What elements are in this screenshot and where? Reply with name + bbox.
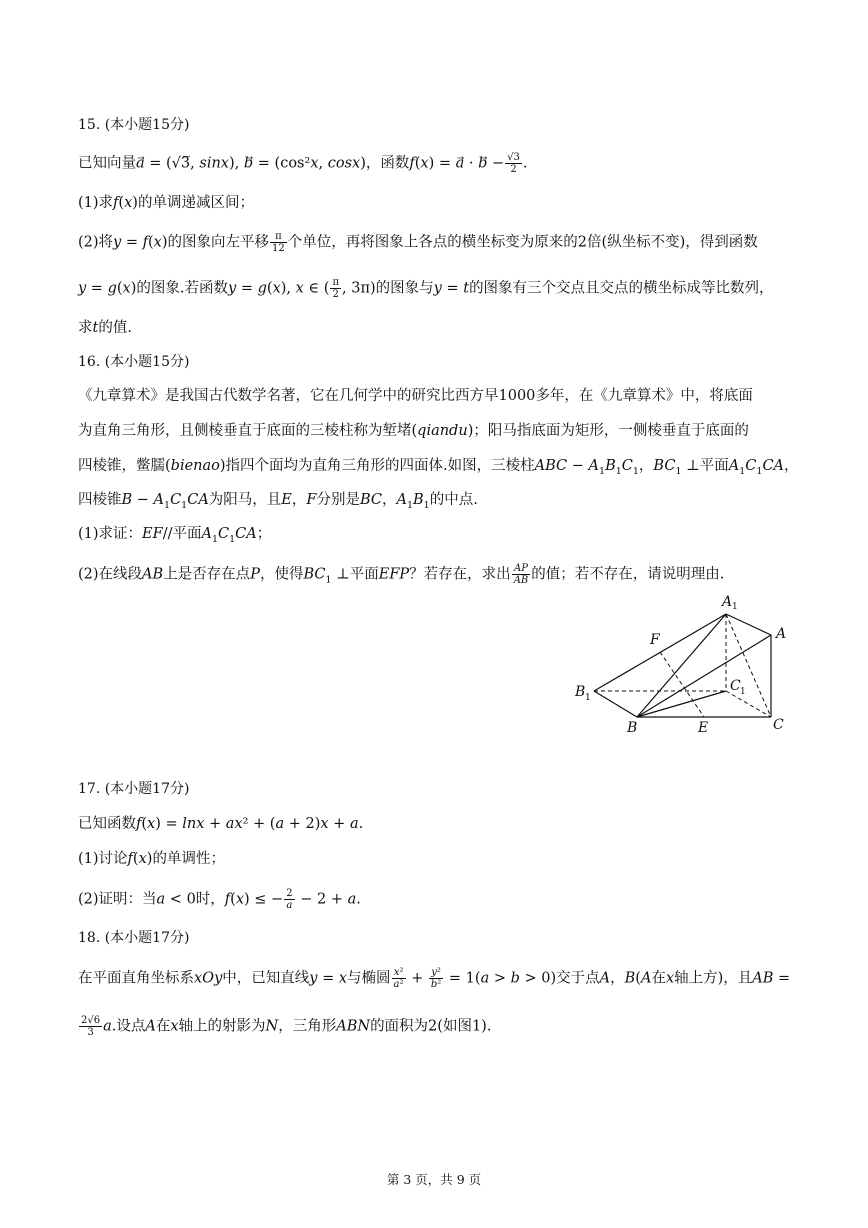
text: ， [610, 970, 625, 987]
text: (2)证明：当 [78, 891, 157, 908]
q16-line1: 《九章算术》是我国古代数学名著，它在几何学中的研究比西方早1000多年，在《九章算术》中，将底面 [78, 388, 753, 404]
text: ，三角形 [278, 1018, 337, 1035]
text: 已知向量 [78, 155, 136, 172]
fraction: $\frac{2√6}{3}$ [81, 1015, 101, 1038]
text: 为阳马，且 [208, 492, 282, 508]
text: ，使得 [259, 566, 304, 583]
text: ，函数 [365, 155, 410, 172]
label-C: C [773, 717, 784, 733]
text: 在平面直角坐标系 [78, 970, 194, 987]
prism-figure [560, 590, 800, 740]
text: 求 [78, 320, 93, 336]
text: 四棱锥 [78, 492, 122, 508]
text: (1)讨论 [78, 851, 128, 867]
label-F: F [650, 632, 660, 648]
text: . [358, 816, 364, 832]
text: 的单调递减区间； [137, 195, 254, 211]
fraction: $\frac{\text{y²}}{\text{b²}}$ [430, 967, 442, 990]
text: 上是否存在点 [163, 566, 251, 583]
text: 轴上的射影为 [178, 1018, 266, 1035]
q17-part1: (1)讨论f(x)的单调性； [78, 851, 225, 867]
text: 为直角三角形，且侧棱垂直于底面的三棱柱称为堑堵( [78, 423, 418, 439]
fraction: $\frac{\pi}{12}$ [272, 231, 285, 254]
text: 时， [195, 891, 225, 908]
label-C1: C [730, 678, 741, 694]
text: 的单调性； [152, 851, 225, 867]
edge-B1B [594, 691, 637, 717]
edge-BC1 [637, 691, 726, 717]
label-A: A [776, 626, 787, 642]
text: (1)求证： [78, 526, 143, 542]
q16-header: 16. (本小题15分) [78, 354, 190, 370]
text: 平面 [699, 458, 729, 474]
label-C1-sub: 1 [740, 687, 746, 697]
text: )；阳马指底面为矩形，一侧棱垂直于底面的 [467, 423, 749, 439]
q15-header: 15. (本小题15分) [78, 117, 190, 133]
text: . [356, 891, 361, 908]
edge-A1A [726, 614, 771, 635]
text: 中，已知直线 [222, 970, 310, 987]
text: 已知函数 [78, 816, 136, 832]
label-A1-sub: 1 [732, 602, 738, 612]
text: 分别是 [316, 492, 360, 508]
q17-line1: 已知函数f(x) = lnx + ax² + (a + 2)x + a. [78, 816, 364, 832]
text: 的值；若不存在，请说明理由. [531, 566, 725, 583]
fraction: $\frac{2}{a}$ [286, 888, 293, 911]
text: 的值. [98, 320, 132, 336]
text: 的图象.若函数 [136, 280, 229, 297]
label-B: B [627, 720, 638, 736]
label-B1-sub: 1 [585, 693, 591, 703]
text: 在 [155, 1018, 171, 1035]
text: 的图象与 [375, 280, 434, 297]
text: 的图象向左平移 [167, 234, 270, 251]
q15-line1: 已知向量a⃗ = (√3̅, sinx), b⃗ = (cos²x, cosx)，函数f(x) = a⃗ · b⃗ − $\frac{√3}{2}$ . [78, 152, 528, 175]
text: ； [256, 526, 272, 542]
text: 平面 [349, 566, 379, 583]
q16-part2: (2)在线段AB上是否存在点P，使得$BC_1$ ⊥平面EFP？若存在，求出 $\frac{AP}{AB}$ 的值；若不存在，请说明理由. [78, 563, 725, 586]
text: 个单位，再将图象上各点的横坐标变为原来的2倍(纵坐标不变)，得到函数 [287, 234, 758, 251]
edge-A1C [726, 614, 771, 717]
q17-part2: (2)证明：当a < 0时，f(x) ≤ − $\frac{2}{a}$ − 2 + a. [78, 888, 361, 911]
q15-part2: (2)将y = f(x)的图象向左平移 $\frac{\pi}{12}$ 个单位，再将图象上各点的横坐标变为原来的2倍(纵坐标不变)，得到函数 [78, 231, 758, 254]
q18-line1: 在平面直角坐标系xOy中，已知直线y = x与椭圆 $\frac{\text{x²}}{\text{a²}}$ + $\frac{\text{y²}}{\text{b²}}$ = 1(a > b > 0)交于点A，B(A在x轴上方)，且AB = [78, 967, 791, 990]
text: 四棱锥，鳖臑( [78, 458, 171, 474]
q15-line5: 求t的值. [78, 320, 132, 336]
fraction: $\frac{\text{x²}}{\text{a²}}$ [393, 967, 404, 990]
text: . [522, 155, 528, 172]
text: (1)求 [78, 195, 114, 211]
q18-line2: $\frac{2√6}{3}$ a.设点A在x轴上的射影为N，三角形ABN的面积为2(如图1). [81, 1015, 492, 1038]
page-footer: 第 3 页，共 9 页 [386, 1172, 482, 1187]
q16-line4: 四棱锥$B - A_1C_1CA$为阳马，且E，F分别是BC，$A_1B_1$的中点. [78, 492, 478, 511]
text: 的图象有三个交点且交点的横坐标成等比数列， [469, 280, 774, 297]
fraction: $\frac{\pi}{2}$ [332, 277, 340, 300]
label-A1: A [722, 594, 733, 610]
edge-FE [660, 652, 704, 717]
q16-line3: 四棱锥，鳖臑(bienao)指四个面均为直角三角形的四面体.如图，三棱柱ABC − $A_1B_1C_1$，$BC_1$ ⊥平面$A_1C_1CA$， [78, 458, 799, 477]
q16-line2: 为直角三角形，且侧棱垂直于底面的三棱柱称为堑堵(qiandu)；阳马指底面为矩形，一侧棱垂直于底面的 [78, 423, 749, 439]
q15-part1: (1)求f(x)的单调递减区间； [78, 195, 254, 211]
text: (2)在线段 [78, 566, 143, 583]
label-E: E [698, 720, 709, 736]
fraction: $\frac{AP}{AB}$ [513, 563, 529, 586]
q16-part1: (1)求证：EF//平面$A_1C_1CA$； [78, 526, 272, 545]
label-B1: B [575, 684, 586, 700]
q15-line4: y = g(x)的图象.若函数y = g(x), x ∈ ( $\frac{\pi}{2}$ , 3π)的图象与y = t的图象有三个交点且交点的横坐标成等比数列， [78, 277, 774, 300]
q17-header: 17. (本小题17分) [78, 781, 190, 797]
text: 的面积为2(如图1). [370, 1018, 492, 1035]
edge-BA1 [637, 614, 726, 717]
text: ， [784, 458, 799, 474]
text: )指四个面均为直角三角形的四面体.如图，三棱柱 [219, 458, 535, 474]
text: 与椭圆 [347, 970, 391, 987]
edge-C1C [726, 691, 771, 717]
text: .设点 [111, 1018, 146, 1035]
text: 的中点. [429, 492, 478, 508]
text: 在 [651, 970, 666, 987]
text: ？若存在，求出 [409, 566, 511, 583]
text: ， [638, 458, 654, 474]
q18-header: 18. (本小题17分) [78, 930, 190, 946]
text: 轴上方)，且 [674, 970, 753, 987]
text: 交于点 [556, 970, 600, 987]
text: 平面 [172, 526, 202, 542]
text: (2)将 [78, 234, 114, 251]
fraction: $\frac{√3}{2}$ [507, 152, 520, 175]
